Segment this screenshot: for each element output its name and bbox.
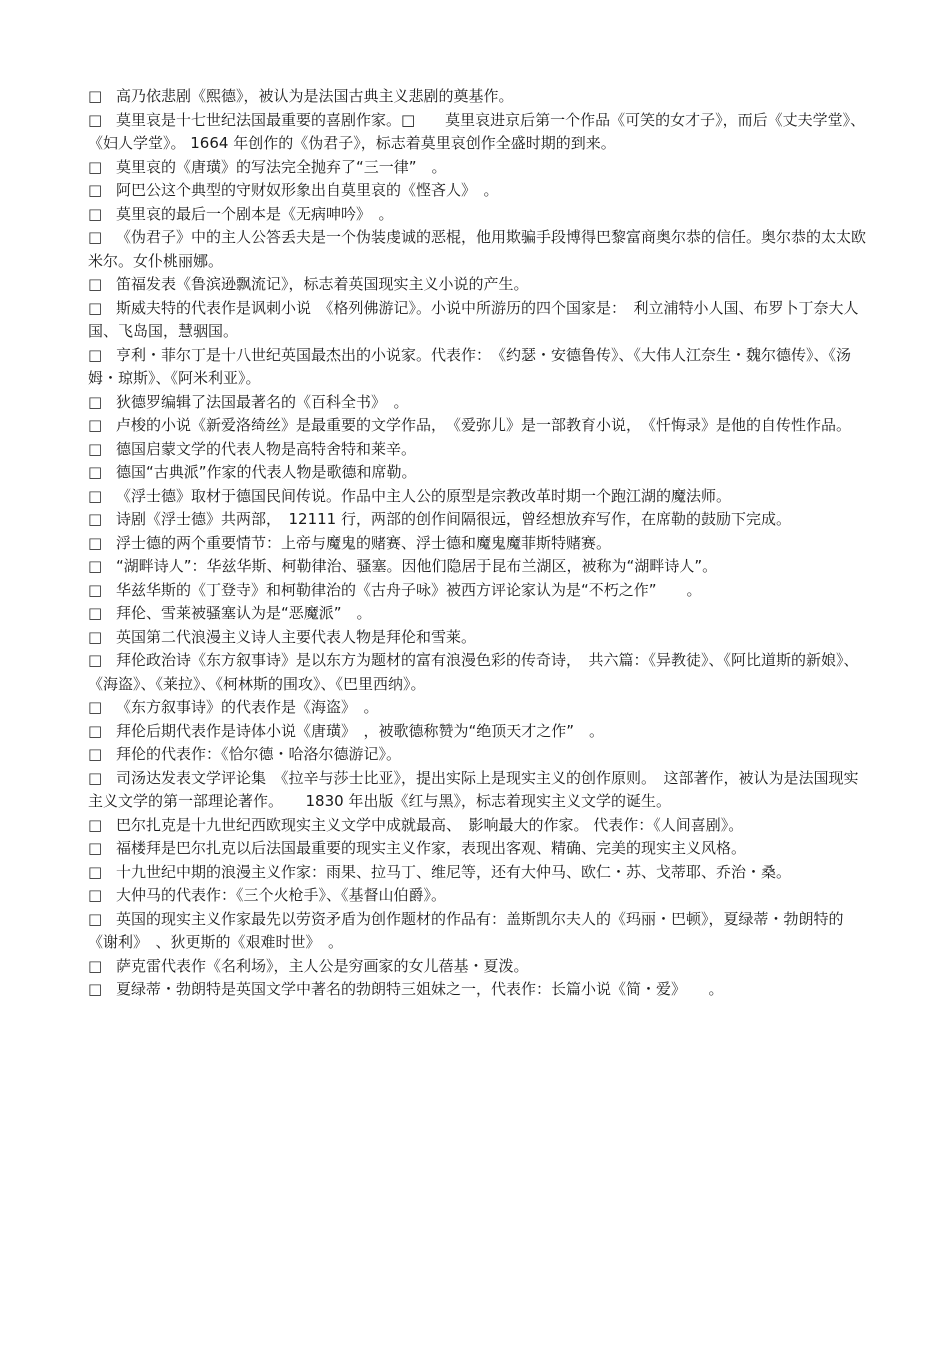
list-item [88, 273, 868, 297]
list-item-text: 《伪君子》中的主人公答丢夫是一个伪装虔诚的恶棍，他用欺骗手段博得巴黎富商奥尔恭的信任。奥尔恭的太太欧米尔。女仆桃丽娜。 [88, 228, 867, 270]
list-item-text: 司汤达发表文学评论集 《拉辛与莎士比亚》，提出实际上是现实主义的创作原则。 这部著作，被认为是法国现实主义文学的第一部理论著作。 1830 年出版《红与黑》，标志着现实主义文学的诞生。 [88, 768, 859, 810]
list-item-text: 阿巴公这个典型的守财奴形象出自莫里哀的《悭吝人》 。 [116, 181, 499, 199]
list-item [88, 109, 868, 156]
list-item-text: 莫里哀的《唐璜》的写法完全抛弃了“三一律” 。 [116, 157, 447, 176]
list-item-text: 夏绿蒂・勃朗特是英国文学中著名的勃朗特三姐妹之一，代表作：长篇小说《简・爱》 。 [116, 980, 724, 998]
list-item-text: 华兹华斯的《丁登寺》和柯勒律治的《古舟子咏》被西方评论家认为是“不朽之作” 。 [116, 580, 702, 599]
list-item [88, 461, 868, 485]
list-item-text: 拜伦政治诗《东方叙事诗》是以东方为题材的富有浪漫色彩的传奇诗， 共六篇：《异教徒》、《阿比道斯的新娘》、《海盗》、《莱拉》、《柯林斯的围攻》、《巴里西纳》。 [88, 651, 859, 693]
checkbox-bullet-icon: □ [88, 533, 103, 552]
checkbox-bullet-icon: □ [88, 721, 103, 740]
list-item-text: 高乃依悲剧《熙德》，被认为是法国古典主义悲剧的奠基作。 [116, 87, 514, 105]
list-item [88, 767, 868, 814]
list-item [88, 532, 868, 556]
checkbox-bullet-icon: □ [88, 698, 103, 716]
checkbox-bullet-icon: □ [88, 275, 103, 293]
list-item-text: 拜伦后期代表作是诗体小说《唐璜》 ，被歌德称赞为“绝顶天才之作” 。 [116, 721, 605, 740]
list-item [88, 203, 868, 227]
checkbox-bullet-icon: □ [88, 627, 103, 646]
list-item [88, 414, 868, 438]
list-item-text: 十九世纪中期的浪漫主义作家：雨果、拉马丁、维尼等，还有大仲马、欧仁・苏、戈蒂耶、乔治・桑。 [116, 862, 792, 881]
list-item-text: 《浮士德》取材于德国民间传说。作品中主人公的原型是宗教改革时期一个跑江湖的魔法师。 [116, 486, 732, 505]
checkbox-bullet-icon: □ [88, 298, 103, 317]
checkbox-bullet-icon: □ [88, 345, 103, 364]
list-item-text: 斯威夫特的代表作是讽刺小说 《格列佛游记》。小说中所游历的四个国家是： 利立浦特小人国、布罗卜丁奈大人国、飞岛国，慧骃国。 [88, 298, 859, 340]
list-item-text: 浮士德的两个重要情节：上帝与魔鬼的赌赛、浮士德和魔鬼魔菲斯特赌赛。 [116, 533, 612, 552]
list-item-text: 大仲马的代表作：《三个火枪手》、《基督山伯爵》。 [116, 886, 447, 904]
list-item [88, 626, 868, 650]
list-item [88, 743, 868, 767]
list-item-text: 英国的现实主义作家最先以劳资矛盾为创作题材的作品有：盖斯凯尔夫人的《玛丽・巴顿》，夏绿蒂・勃朗特的《谢利》 、狄更斯的《艰难时世》 。 [88, 909, 844, 951]
checkbox-bullet-icon: □ [88, 486, 103, 505]
list-item-text: “湖畔诗人”：华兹华斯、柯勒律治、骚塞。因他们隐居于昆布兰湖区，被称为“湖畔诗人”。 [116, 557, 718, 575]
checkbox-bullet-icon: □ [88, 651, 103, 669]
list-item [88, 955, 868, 979]
checkbox-bullet-icon: □ [88, 439, 103, 458]
list-item [88, 978, 868, 1002]
list-item-text: 英国第二代浪漫主义诗人主要代表人物是拜伦和雪莱。 [116, 627, 477, 646]
document-page [88, 85, 868, 1002]
list-item-text: 拜伦的代表作：《恰尔德・哈洛尔德游记》。 [116, 745, 402, 763]
checkbox-bullet-icon: □ [88, 157, 103, 176]
list-item [88, 485, 868, 509]
checkbox-bullet-icon: □ [88, 416, 103, 434]
list-item [88, 344, 868, 391]
list-item [88, 555, 868, 579]
list-item-text: 诗剧《浮士德》共两部， 12111 行，两部的创作间隔很远，曾经想放弃写作，在席勒的鼓励下完成。 [116, 510, 791, 528]
checkbox-bullet-icon: □ [88, 204, 103, 223]
list-item [88, 226, 868, 273]
list-item-text: 巴尔扎克是十九世纪西欧现实主义文学中成就最高、 影响最大的作家。 代表作：《人间喜剧》。 [116, 815, 744, 834]
list-item [88, 696, 868, 720]
list-item [88, 297, 868, 344]
checkbox-bullet-icon: □ [88, 228, 103, 246]
list-item-text: 莫里哀是十七世纪法国最重要的喜剧作家。□ 莫里哀进京后第一个作品《可笑的女才子》，而后《丈夫学堂》、《妇人学堂》。 1664 年创作的《伪君子》，标志着莫里哀创作全盛时期的到来。 [88, 110, 866, 152]
list-item [88, 156, 868, 180]
checkbox-bullet-icon: □ [88, 110, 103, 129]
list-item [88, 649, 868, 696]
list-item-text: 萨克雷代表作《名利场》，主人公是穷画家的女儿蓓基・夏泼。 [116, 956, 529, 975]
checkbox-bullet-icon: □ [88, 956, 103, 975]
checkbox-bullet-icon: □ [88, 392, 103, 411]
list-item [88, 884, 868, 908]
checkbox-bullet-icon: □ [88, 815, 103, 834]
list-item-text: 拜伦、雪莱被骚塞认为是“恶魔派” 。 [116, 604, 372, 622]
checkbox-bullet-icon: □ [88, 580, 103, 599]
checkbox-bullet-icon: □ [88, 862, 103, 881]
list-item-text: 莫里哀的最后一个剧本是《无病呻吟》 。 [116, 204, 394, 223]
list-item [88, 579, 868, 603]
list-item-text: 德国“古典派”作家的代表人物是歌德和席勒。 [116, 463, 417, 481]
list-item-text: 狄德罗编辑了法国最著名的《百科全书》 。 [116, 392, 409, 411]
list-item-text: 卢梭的小说《新爱洛绮丝》是最重要的文学作品， 《爱弥儿》是一部教育小说， 《忏悔录》是他的自传性作品。 [116, 416, 852, 434]
checkbox-bullet-icon: □ [88, 87, 103, 105]
list-item-text: 福楼拜是巴尔扎克以后法国最重要的现实主义作家，表现出客观、精确、完美的现实主义风格。 [116, 839, 747, 857]
list-item [88, 908, 868, 955]
list-item-text: 亨利・菲尔丁是十八世纪英国最杰出的小说家。代表作： 《约瑟・安德鲁传》、《大伟人江奈生・魏尔德传》、《汤姆・琼斯》、《阿米利亚》。 [88, 345, 852, 387]
list-item [88, 85, 868, 109]
checkbox-bullet-icon: □ [88, 181, 103, 199]
checkbox-bullet-icon: □ [88, 768, 103, 787]
list-item [88, 720, 868, 744]
checkbox-bullet-icon: □ [88, 557, 103, 575]
list-item [88, 438, 868, 462]
list-item [88, 837, 868, 861]
list-item [88, 602, 868, 626]
checkbox-bullet-icon: □ [88, 745, 103, 763]
checkbox-bullet-icon: □ [88, 980, 103, 998]
list-item-text: 笛福发表《鲁滨逊飘流记》，标志着英国现实主义小说的产生。 [116, 275, 529, 293]
list-item [88, 391, 868, 415]
checkbox-bullet-icon: □ [88, 604, 103, 622]
list-item [88, 861, 868, 885]
list-item-text: 德国启蒙文学的代表人物是高特舍特和莱辛。 [116, 439, 417, 458]
checkbox-bullet-icon: □ [88, 909, 103, 928]
checkbox-bullet-icon: □ [88, 886, 103, 904]
list-item [88, 179, 868, 203]
checkbox-bullet-icon: □ [88, 463, 103, 481]
list-item [88, 508, 868, 532]
checkbox-bullet-icon: □ [88, 839, 103, 857]
list-item [88, 814, 868, 838]
list-item-text: 《东方叙事诗》的代表作是《海盗》 。 [116, 698, 379, 716]
checkbox-bullet-icon: □ [88, 510, 103, 528]
